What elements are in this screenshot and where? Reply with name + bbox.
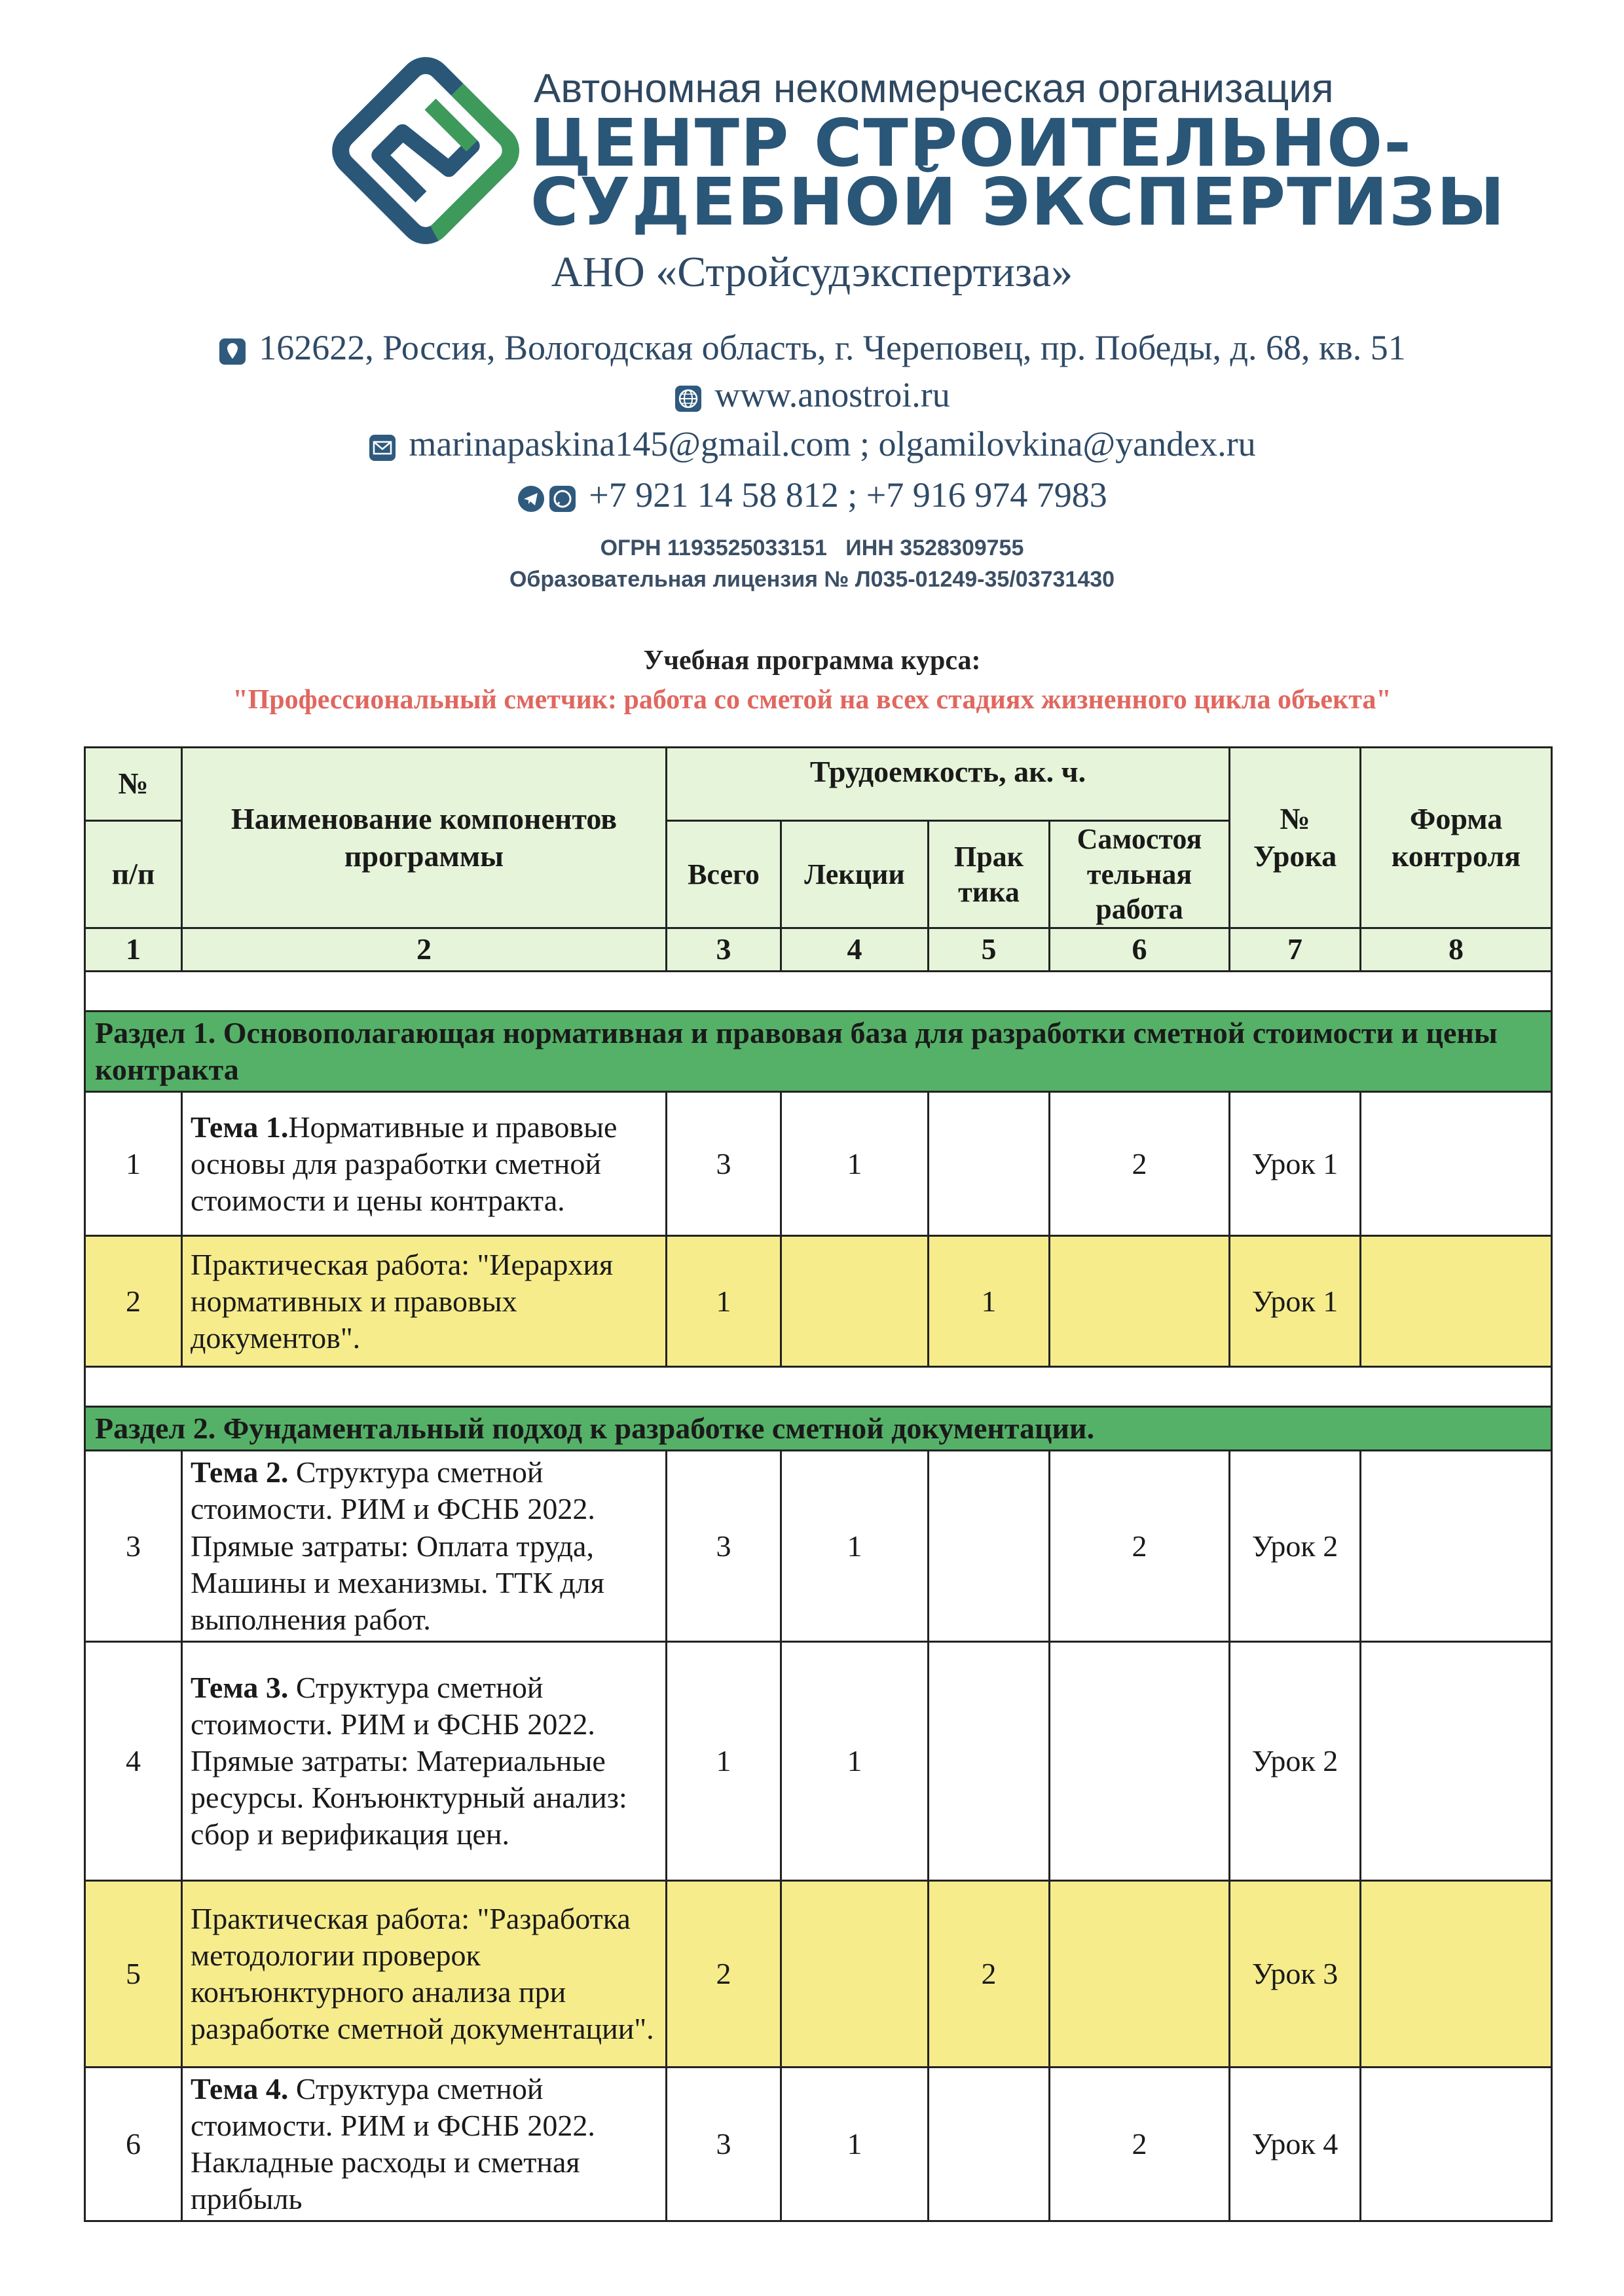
col-number: 8 xyxy=(1361,928,1552,972)
section-row xyxy=(85,1407,1552,1451)
hours-self xyxy=(1050,1236,1230,1367)
control-form xyxy=(1361,2067,1552,2221)
row-number: 3 xyxy=(85,1451,182,1642)
lesson-number: Урок 3 xyxy=(1230,1880,1361,2067)
row-name xyxy=(182,1236,667,1367)
location-icon xyxy=(218,337,247,366)
hours-total: 2 xyxy=(667,1880,781,2067)
row-number: 4 xyxy=(85,1641,182,1880)
control-form xyxy=(1361,1451,1552,1642)
header-lectures: Лекции xyxy=(781,821,929,928)
lesson-number: Урок 2 xyxy=(1230,1641,1361,1880)
col-number: 7 xyxy=(1230,928,1361,972)
header-num-pp: п/п xyxy=(85,821,182,928)
row-name xyxy=(182,1092,667,1236)
topic-text: Нормативные и правовые основы для разработки сметной стоимости и цены контракта. xyxy=(191,1110,618,1217)
header-lesson: № Урока xyxy=(1230,748,1361,928)
lesson-number: Урок 1 xyxy=(1230,1236,1361,1367)
address-line xyxy=(0,327,1624,368)
hours-lectures: 1 xyxy=(781,1641,929,1880)
hours-self: 2 xyxy=(1050,1092,1230,1236)
website-link[interactable]: www.anostroi.ru xyxy=(714,375,950,414)
header-num: № xyxy=(85,748,182,821)
row-name xyxy=(182,2067,667,2221)
table-row xyxy=(85,1880,1552,2067)
lesson-number: Урок 1 xyxy=(1230,1092,1361,1236)
header-practice: Прак тика xyxy=(929,821,1050,928)
header-labor: Трудоемкость, ак. ч. xyxy=(667,748,1230,821)
topic-label: Тема 4. xyxy=(191,2071,289,2105)
email-text[interactable]: marinapaskina145@gmail.com ; olgamilovkina@yandex.ru xyxy=(409,424,1256,464)
topic-label: Тема 2. xyxy=(191,1455,289,1489)
control-form xyxy=(1361,1880,1552,2067)
hours-total: 3 xyxy=(667,1092,781,1236)
topic-text: Структура сметной стоимости. РИМ и ФСНБ 2022. Прямые затраты: Материальные ресурсы. Конъюнктурный анализ: сбор и верификация цен. xyxy=(191,1670,627,1851)
hours-self xyxy=(1050,1641,1230,1880)
col-number: 3 xyxy=(667,928,781,972)
col-number: 4 xyxy=(781,928,929,972)
org-type: Автономная некоммерческая организация xyxy=(534,66,1334,111)
topic-label: Тема 1. xyxy=(191,1110,289,1144)
globe-icon xyxy=(674,384,703,413)
org-short-name: АНО «Стройсудэкспертиза» xyxy=(551,248,1073,296)
hours-lectures: 1 xyxy=(781,2067,929,2221)
column-numbers-row xyxy=(85,928,1552,972)
phone-line xyxy=(0,475,1624,515)
control-form xyxy=(1361,1236,1552,1367)
col-number: 1 xyxy=(85,928,182,972)
hours-lectures: 1 xyxy=(781,1451,929,1642)
col-number: 2 xyxy=(182,928,667,972)
license-number: Образовательная лицензия № Л035-01249-35/03731430 xyxy=(509,567,1115,592)
hours-practice: 1 xyxy=(929,1236,1050,1367)
topic-text: Практическая работа: "Разработка методологии проверок конъюнктурного анализа при разработке сметной документации". xyxy=(191,1901,654,2045)
lesson-number: Урок 2 xyxy=(1230,1451,1361,1642)
hours-self: 2 xyxy=(1050,2067,1230,2221)
org-logo xyxy=(327,52,524,249)
hours-total: 1 xyxy=(667,1236,781,1367)
hours-practice xyxy=(929,1092,1050,1236)
row-number: 1 xyxy=(85,1092,182,1236)
address-text: 162622, Россия, Вологодская область, г. Череповец, пр. Победы, д. 68, кв. 51 xyxy=(259,328,1406,367)
topic-text: Структура сметной стоимости. РИМ и ФСНБ 2022. Накладные расходы и сметная прибыль xyxy=(191,2071,595,2216)
hours-practice xyxy=(929,1641,1050,1880)
row-number: 5 xyxy=(85,1880,182,2067)
row-name xyxy=(182,1641,667,1880)
hours-lectures xyxy=(781,1236,929,1367)
phone-text[interactable]: +7 921 14 58 812 ; +7 916 974 7983 xyxy=(589,475,1107,515)
hours-practice xyxy=(929,2067,1050,2221)
header-name: Наименование компонентов программы xyxy=(182,748,667,928)
section-title: Раздел 1. Основополагающая нормативная и правовая база для разработки сметной стоимости и цены контракта xyxy=(85,1011,1552,1092)
table-row xyxy=(85,1236,1552,1367)
topic-label: Тема 3. xyxy=(191,1670,289,1704)
org-name-line1: ЦЕНТР СТРОИТЕЛЬНО- xyxy=(530,105,1412,181)
hours-total: 3 xyxy=(667,2067,781,2221)
col-number: 6 xyxy=(1050,928,1230,972)
control-form xyxy=(1361,1092,1552,1236)
row-name xyxy=(182,1451,667,1642)
hours-total: 1 xyxy=(667,1641,781,1880)
table-header-row-1 xyxy=(85,748,1552,821)
spacer-cell xyxy=(85,972,1552,1011)
hours-self xyxy=(1050,1880,1230,2067)
topic-text: Практическая работа: "Иерархия нормативных и правовых документов". xyxy=(191,1247,614,1355)
spacer-cell xyxy=(85,1367,1552,1407)
control-form xyxy=(1361,1641,1552,1880)
hours-total: 3 xyxy=(667,1451,781,1642)
website-line xyxy=(0,374,1624,415)
program-title: Учебная программа курса: xyxy=(643,646,981,676)
curriculum-table xyxy=(84,746,1553,2222)
spacer-row xyxy=(85,1367,1552,1407)
hours-lectures: 1 xyxy=(781,1092,929,1236)
email-line xyxy=(0,424,1624,464)
hours-lectures xyxy=(781,1880,929,2067)
hours-self: 2 xyxy=(1050,1451,1230,1642)
table-row xyxy=(85,2067,1552,2221)
table-row xyxy=(85,1092,1552,1236)
hours-practice: 2 xyxy=(929,1880,1050,2067)
mail-icon xyxy=(368,433,397,462)
col-number: 5 xyxy=(929,928,1050,972)
section-row xyxy=(85,1011,1552,1092)
row-number: 2 xyxy=(85,1236,182,1367)
table-row xyxy=(85,1641,1552,1880)
spacer-row xyxy=(85,972,1552,1011)
header-self: Самостоя тельная работа xyxy=(1050,821,1230,928)
row-number: 6 xyxy=(85,2067,182,2221)
header-total: Всего xyxy=(667,821,781,928)
registration-numbers: ОГРН 1193525033151 ИНН 3528309755 xyxy=(600,536,1024,560)
header-control: Форма контроля xyxy=(1361,748,1552,928)
program-name: "Профессиональный сметчик: работа со сметой на всех стадиях жизненного цикла объекта" xyxy=(232,685,1392,715)
topic-text: Структура сметной стоимости. РИМ и ФСНБ 2022. Прямые затраты: Оплата труда, Машины и механизмы. ТТК для выполнения работ. xyxy=(191,1455,604,1636)
table-row xyxy=(85,1451,1552,1642)
hours-practice xyxy=(929,1451,1050,1642)
org-name-line2: СУДЕБНОЙ ЭКСПЕРТИЗЫ xyxy=(530,164,1506,240)
whatsapp-icon xyxy=(548,484,577,513)
lesson-number: Урок 4 xyxy=(1230,2067,1361,2221)
section-title: Раздел 2. Фундаментальный подход к разработке сметной документации. xyxy=(85,1407,1552,1451)
telegram-icon xyxy=(517,484,545,513)
row-name xyxy=(182,1880,667,2067)
